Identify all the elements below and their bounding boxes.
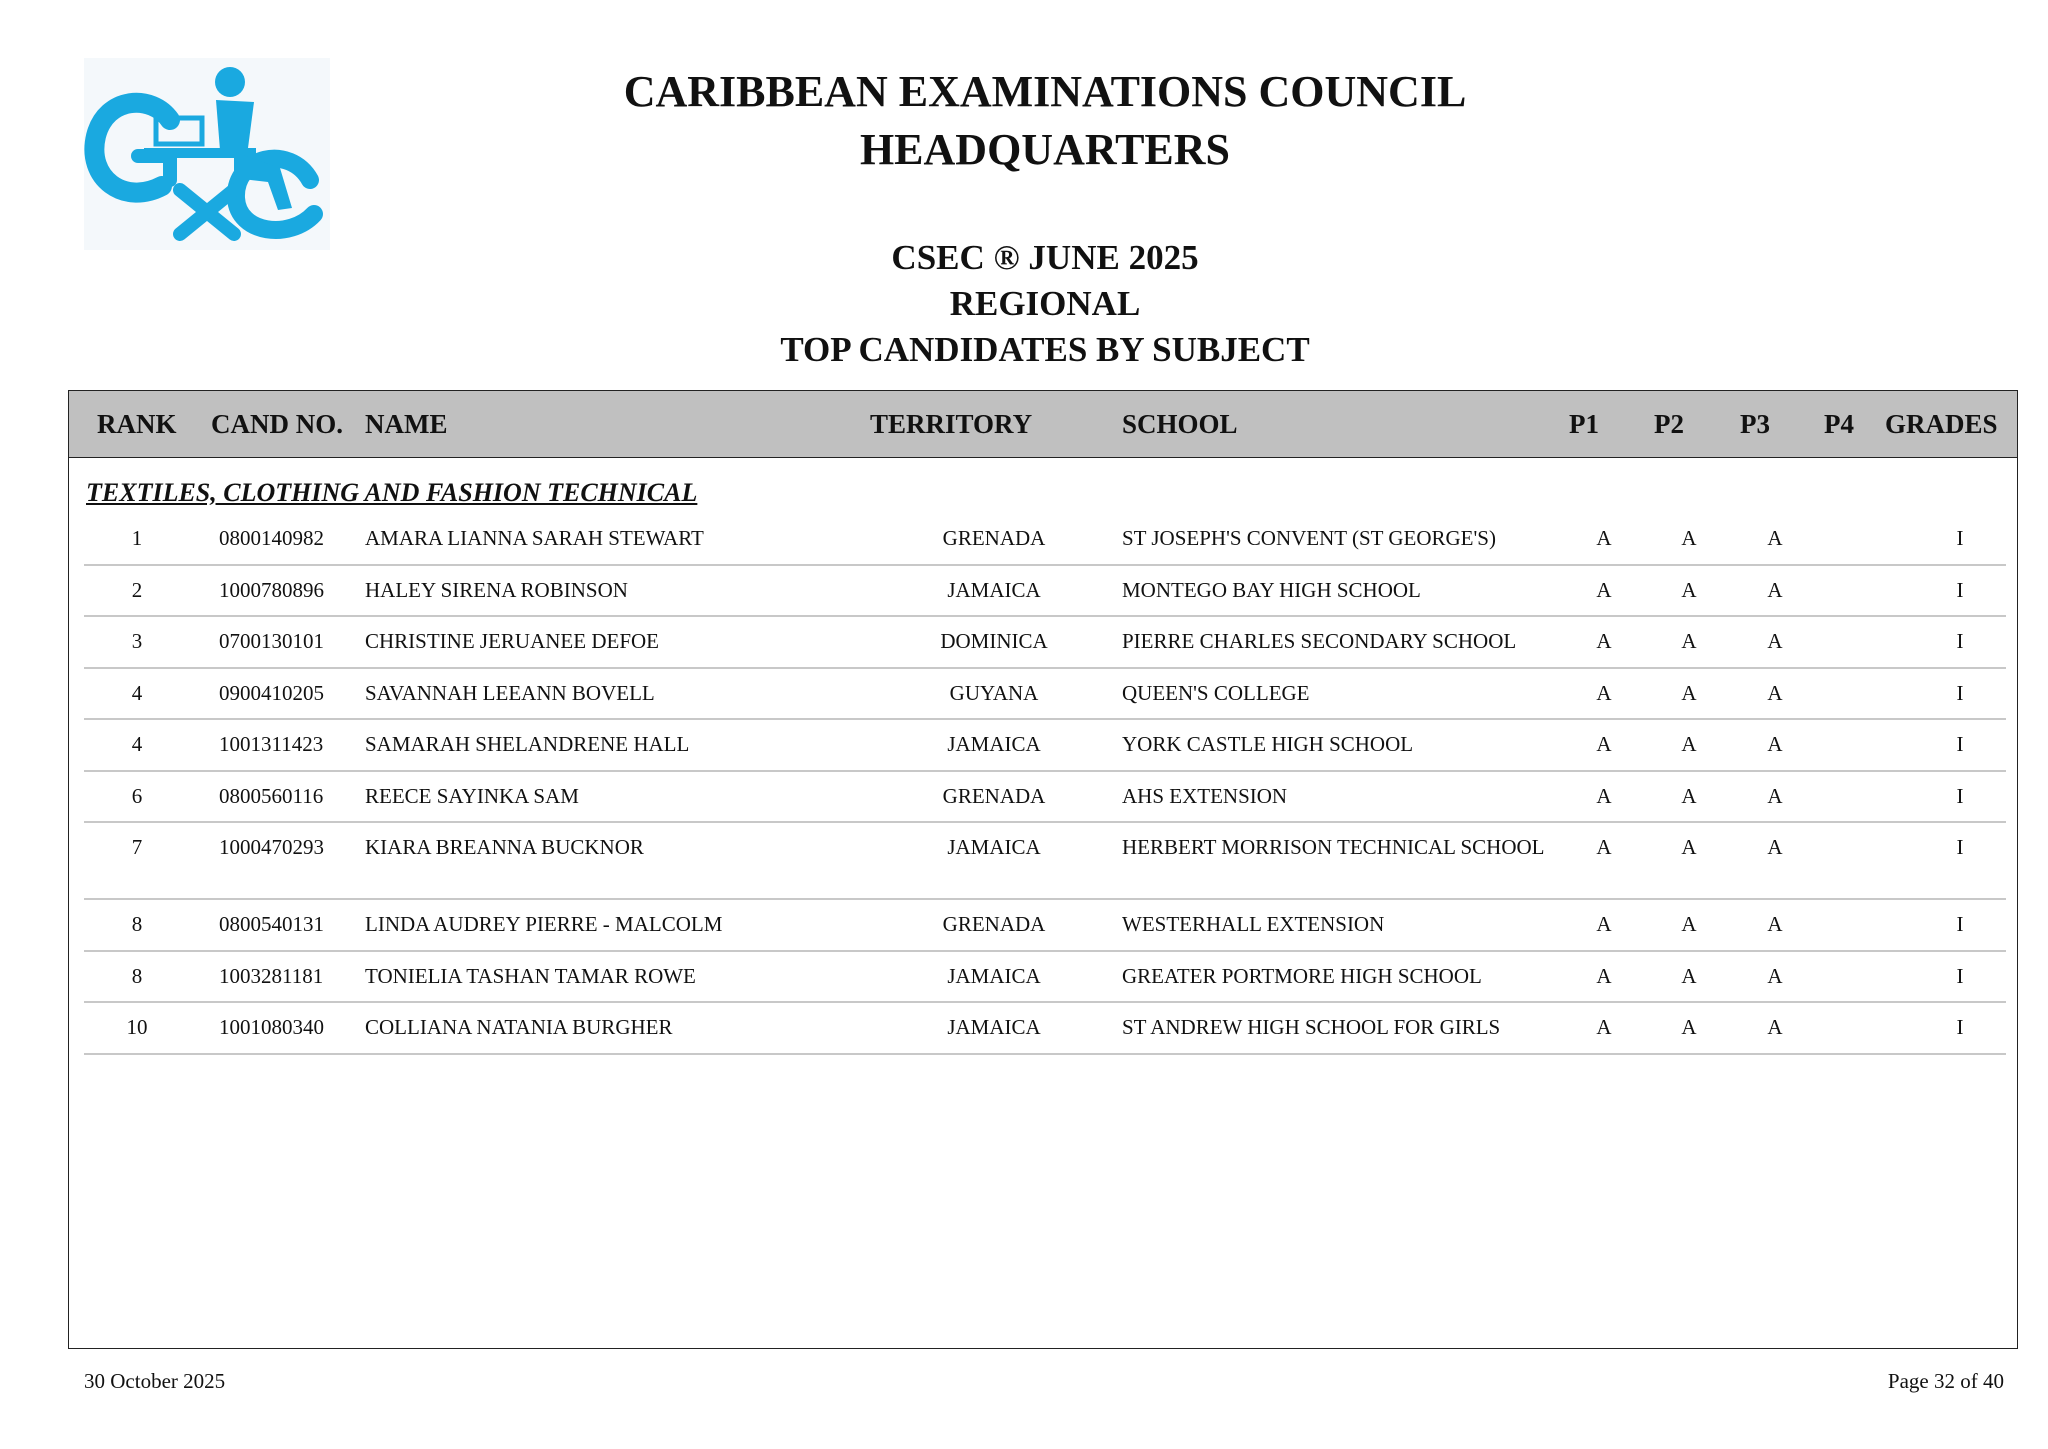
p2-cell: A [1681, 963, 1697, 988]
p3-cell: A [1767, 680, 1783, 705]
office-title: HEADQUARTERS [859, 125, 1231, 174]
name-cell: TONIELIA TASHAN TAMAR ROWE [365, 963, 696, 988]
cand-no-cell: 0800140982 [219, 526, 324, 550]
p2-cell: A [1681, 732, 1697, 756]
grades-cell: I [1956, 680, 1964, 705]
school-cell: QUEEN'S COLLEGE [1122, 680, 1310, 705]
name-cell: REECE SAYINKA SAM [365, 783, 579, 808]
territory-cell: JAMAICA [947, 963, 1041, 988]
p1-cell: A [1596, 912, 1612, 936]
p3-cell: A [1767, 783, 1783, 808]
name-cell: HALEY SIRENA ROBINSON [365, 577, 628, 602]
p2-cell: A [1681, 577, 1697, 602]
p2-cell: A [1681, 526, 1697, 550]
school-cell: ST JOSEPH'S CONVENT (ST GEORGE'S) [1122, 526, 1496, 550]
rank-cell: 4 [131, 680, 143, 705]
column-header-p2: P2 [1654, 409, 1684, 439]
rank-cell: 4 [131, 732, 143, 756]
footer-date: 30 October 2025 [84, 1369, 226, 1393]
column-header-p3: P3 [1740, 409, 1770, 439]
cand-no-cell: 1003281181 [219, 963, 324, 988]
column-header-p1: P1 [1569, 409, 1599, 439]
name-cell: SAMARAH SHELANDRENE HALL [365, 732, 690, 756]
rank-cell: 1 [131, 526, 143, 550]
exam-title: CSEC ® JUNE 2025 [891, 238, 1199, 277]
p2-cell: A [1681, 1015, 1697, 1039]
grades-cell: I [1956, 577, 1964, 602]
column-header-grades: GRADES [1885, 409, 1998, 439]
p1-cell: A [1596, 526, 1612, 550]
table-row [84, 514, 2006, 566]
rank-cell: 8 [131, 963, 143, 988]
name-cell: COLLIANA NATANIA BURGHER [365, 1015, 673, 1039]
table-row [84, 900, 2006, 952]
p2-cell: A [1681, 835, 1697, 859]
territory-cell: GRENADA [942, 912, 1046, 936]
school-cell: WESTERHALL EXTENSION [1122, 912, 1385, 936]
p3-cell: A [1767, 629, 1783, 653]
table-row [84, 823, 2006, 900]
territory-cell: GRENADA [942, 783, 1046, 808]
column-header-p4: P4 [1824, 409, 1854, 439]
school-cell: AHS EXTENSION [1122, 783, 1288, 808]
page-number: Page 32 of 40 [1887, 1369, 2004, 1393]
rank-cell: 6 [131, 783, 143, 808]
rank-cell: 10 [126, 1015, 148, 1039]
scope-title: REGIONAL [949, 284, 1141, 323]
p3-cell: A [1767, 732, 1783, 756]
p1-cell: A [1596, 1015, 1612, 1039]
p1-cell: A [1596, 963, 1612, 988]
grades-cell: I [1956, 629, 1964, 653]
p1-cell: A [1596, 680, 1612, 705]
p3-cell: A [1767, 912, 1783, 936]
territory-cell: DOMINICA [940, 629, 1048, 653]
grades-cell: I [1956, 732, 1964, 756]
school-cell: ST ANDREW HIGH SCHOOL FOR GIRLS [1122, 1015, 1501, 1039]
p1-cell: A [1596, 577, 1612, 602]
rank-cell: 7 [131, 835, 143, 859]
territory-cell: JAMAICA [947, 732, 1041, 756]
territory-cell: GUYANA [949, 680, 1039, 705]
p1-cell: A [1596, 835, 1612, 859]
p3-cell: A [1767, 526, 1783, 550]
column-header-cand-no: CAND NO. [211, 409, 343, 439]
column-header-name: NAME [365, 409, 448, 439]
cand-no-cell: 0900410205 [219, 680, 324, 705]
cand-no-cell: 0700130101 [219, 629, 324, 653]
name-cell: KIARA BREANNA BUCKNOR [365, 835, 644, 859]
p1-cell: A [1596, 629, 1612, 653]
p2-cell: A [1681, 629, 1697, 653]
p3-cell: A [1767, 835, 1783, 859]
table-row [84, 772, 2006, 824]
table-body [84, 514, 2006, 1055]
cand-no-cell: 0800540131 [219, 912, 324, 936]
table-row [84, 617, 2006, 669]
table-row [84, 952, 2006, 1004]
organization-title: CARIBBEAN EXAMINATIONS COUNCIL [623, 67, 1467, 116]
cand-no-cell: 1001311423 [219, 732, 324, 756]
rank-cell: 2 [131, 577, 143, 602]
p2-cell: A [1681, 783, 1697, 808]
p1-cell: A [1596, 783, 1612, 808]
rank-cell: 3 [131, 629, 143, 653]
name-cell: LINDA AUDREY PIERRE - MALCOLM [365, 912, 723, 936]
school-cell: GREATER PORTMORE HIGH SCHOOL [1122, 963, 1482, 988]
territory-cell: JAMAICA [947, 577, 1041, 602]
column-header-territory: TERRITORY [870, 409, 1033, 439]
grades-cell: I [1956, 783, 1964, 808]
subject-heading: TEXTILES, CLOTHING AND FASHION TECHNICAL [86, 478, 698, 507]
territory-cell: JAMAICA [947, 1015, 1041, 1039]
school-cell: HERBERT MORRISON TECHNICAL SCHOOL [1122, 835, 1545, 859]
column-header-rank: RANK [97, 409, 177, 439]
name-cell: AMARA LIANNA SARAH STEWART [365, 526, 704, 550]
p1-cell: A [1596, 732, 1612, 756]
school-cell: YORK CASTLE HIGH SCHOOL [1122, 732, 1414, 756]
grades-cell: I [1956, 526, 1964, 550]
column-header-school: SCHOOL [1122, 409, 1238, 439]
territory-cell: GRENADA [942, 526, 1046, 550]
p3-cell: A [1767, 1015, 1783, 1039]
grades-cell: I [1956, 835, 1964, 859]
table-row [84, 720, 2006, 772]
cand-no-cell: 1000470293 [219, 835, 324, 859]
report-title: TOP CANDIDATES BY SUBJECT [780, 330, 1310, 369]
table-row [84, 669, 2006, 721]
p3-cell: A [1767, 577, 1783, 602]
rank-cell: 8 [131, 912, 143, 936]
results-table [68, 390, 2018, 1349]
school-cell: MONTEGO BAY HIGH SCHOOL [1122, 577, 1421, 602]
cand-no-cell: 1000780896 [219, 577, 324, 602]
name-cell: SAVANNAH LEEANN BOVELL [365, 680, 655, 705]
cand-no-cell: 0800560116 [219, 783, 324, 808]
table-header [69, 391, 2017, 458]
school-cell: PIERRE CHARLES SECONDARY SCHOOL [1122, 629, 1517, 653]
p3-cell: A [1767, 963, 1783, 988]
table-row [84, 1003, 2006, 1055]
p2-cell: A [1681, 912, 1697, 936]
grades-cell: I [1956, 963, 1964, 988]
table-row [84, 566, 2006, 618]
cand-no-cell: 1001080340 [219, 1015, 324, 1039]
territory-cell: JAMAICA [947, 835, 1041, 859]
grades-cell: I [1956, 912, 1964, 936]
p2-cell: A [1681, 680, 1697, 705]
grades-cell: I [1956, 1015, 1964, 1039]
name-cell: CHRISTINE JERUANEE DEFOE [365, 629, 659, 653]
